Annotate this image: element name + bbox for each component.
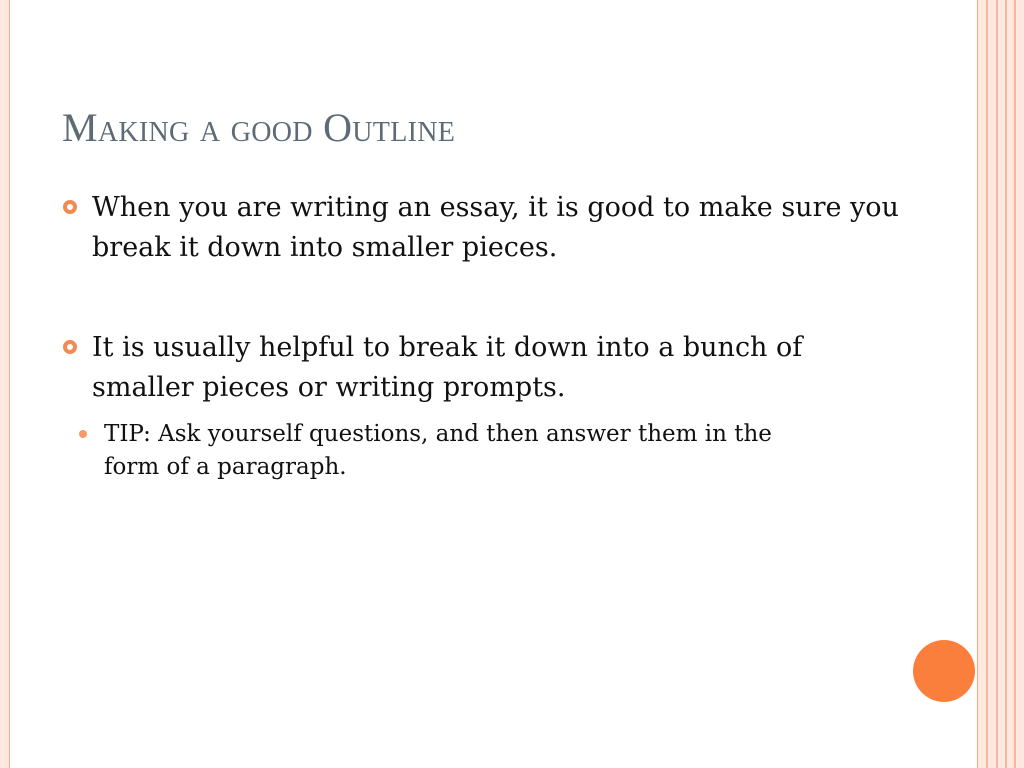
orange-circle-icon xyxy=(913,640,975,702)
left-border-band xyxy=(0,0,9,768)
bullet-item xyxy=(62,328,902,408)
decor-line xyxy=(1014,0,1016,768)
sub-bullet-text: TIP: Ask yourself questions, and then answer them in the form of a paragraph. xyxy=(104,421,772,480)
filled-orange-dot-icon xyxy=(79,430,87,438)
decor-line xyxy=(986,0,988,768)
hollow-orange-circle-icon xyxy=(63,340,77,354)
hollow-orange-circle-icon xyxy=(63,200,77,214)
decor-line xyxy=(996,0,998,768)
slide-title: Making a good Outline xyxy=(62,105,456,150)
bullet-item xyxy=(62,188,902,268)
bullet-text: It is usually helpful to break it down into a bunch of smaller pieces or writing prompts. xyxy=(92,332,803,403)
bullet-list xyxy=(62,188,902,484)
bullet-text: When you are writing an essay, it is good to make sure you break it down into smaller pieces. xyxy=(92,192,899,263)
sub-bullet-item xyxy=(62,418,804,484)
decor-line xyxy=(1005,0,1007,768)
right-border-band xyxy=(978,0,1024,768)
